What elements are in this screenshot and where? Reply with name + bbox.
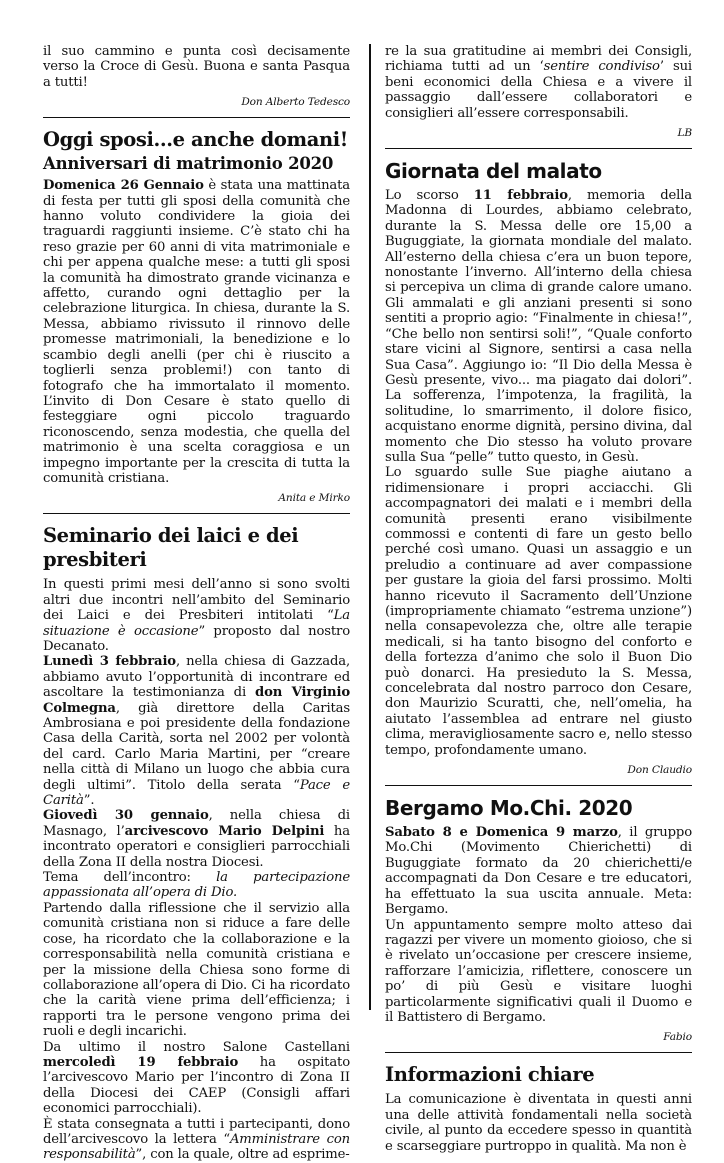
malato-signature: Don Claudio bbox=[627, 764, 692, 777]
seminario-paragraph-6: Da ultimo il nostro Salone Castellani mercoledì 19 febbraio ha ospitato l’arcivescovo Mario per l’incontro di Zona II della Diocesi dei CAEP (Consigli affari economici parrocchiali). bbox=[43, 1039, 350, 1117]
malato-title: Giornata del malato bbox=[385, 159, 602, 184]
sposi-title: Oggi sposi...e anche domani! bbox=[43, 128, 348, 152]
mochi-paragraph-2: Un appuntamento sempre molto atteso dai ragazzi per vivere un momento gioioso, che si è rivelato un’occasione per crescere insieme, rafforzare l’amicizia, riflettere, conoscere un po’ di più Gesù e visitare luoghi particolarmente significativi quali il Duomo e il Battistero di Bergamo. bbox=[385, 917, 692, 1025]
informazioni-paragraph: La comunicazione è diventata in questi anni una delle attività fondamentali nella società civile, al punto da eccedere spesso in quantità e scarseggiare purtroppo in qualità. Ma non è bbox=[385, 1092, 692, 1154]
seminario-paragraph-4: Tema dell’incontro: la partecipazione appassionata all’opera di Dio. bbox=[43, 870, 350, 901]
section-rule bbox=[385, 785, 692, 786]
section-rule bbox=[43, 117, 350, 118]
seminario-title: Seminario dei laici e dei presbiteri bbox=[43, 524, 299, 572]
seminario-paragraph-3: Giovedì 30 gennaio, nella chiesa di Masnago, l’arcivescovo Mario Delpini ha incontrato operatori e consiglieri parrocchiali della Zona II della nostra Diocesi. bbox=[43, 808, 350, 870]
malato-paragraph-1: Lo scorso 11 febbraio, memoria della Madonna di Lourdes, abbiamo celebrato, durante la S. Messa delle ore 15,00 a Buguggiate, la giornata mondiale del malato. All’esterno della chiesa c’era un buon tepore, nonostante l’inverno. All’interno della chiesa si percepiva un clima di grande calore umano. Gli ammalati e gli anziani presenti si sono sentiti a proprio agio: “Finalmente in chiesa!”, “Che bello non sentirsi soli!”, “Quale conforto stare vicini al Signore, sentirsi a casa nella Sua Casa”. Aggiungo io: “Il Dio della Messa è Gesù presente, vivo... ma piagato dai dolori”. La sofferenza, l’impotenza, la fragilità, la solitudine, lo smarrimento, il dolore fisico, acquistano enorme dignità, persino divina, dal momento che Dio stesso ha voluto provare sulla Sua “pelle” tutto questo, in Gesù. bbox=[385, 188, 692, 465]
seminario-signature: LB bbox=[677, 127, 692, 140]
section-rule bbox=[43, 513, 350, 514]
mochi-signature: Fabio bbox=[663, 1031, 692, 1044]
mochi-title: Bergamo Mo.Chi. 2020 bbox=[385, 796, 633, 821]
seminario-paragraph-2: Lunedì 3 febbraio, nella chiesa di Gazzada, abbiamo avuto l’opportunità di incontrare ed ascoltare la testimonianza di don Virginio Colmegna, già direttore della Caritas Ambrosiana e poi presidente della fondazione Casa della Carità, sorta nel 2002 per volontà del card. Carlo Maria Martini, per “creare nella città di Milano un luogo che abbia cura degli ultimi”. Titolo della serata “Pace e Carità”. bbox=[43, 654, 350, 809]
right-column bbox=[385, 44, 692, 1154]
seminario-paragraph-5: Partendo dalla riflessione che il servizio alla comunità cristiana non si riduce a fare delle cose, ha ricordato che la collaborazione e la corresponsabilità nella comunità cristiana e per la missione della Chiesa sono forme di collaborazione all’opera di Dio. Ci ha ricordato che la carità viene prima dell’efficienza; i rapporti tra le persone vengono prima dei ruoli e degli incarichi. bbox=[43, 900, 350, 1040]
sposi-signature: Anita e Mirko bbox=[278, 492, 350, 505]
mochi-paragraph-1: Sabato 8 e Domenica 9 marzo, il gruppo Mo.Chi (Movimento Chierichetti) di Buguggiate formato da 20 chierichetti/e accompagnati da Don Cesare e tre educatori, ha effettuato la sua uscita annuale. Meta: Bergamo. bbox=[385, 825, 692, 918]
seminario-continuation: re la sua gratitudine ai membri dei Consigli, richiama tutti ad un ‘sentire condiviso’ sui beni economici della Chiesa e a vivere il passaggio dall’essere collaboratori e consiglieri all’essere corresponsabili. bbox=[385, 44, 692, 121]
sposi-body: è stata una mattinata di festa per tutti gli sposi della comunità che hanno voluto condividere la gioia dei traguardi raggiunti insieme. C’è stato chi ha reso grazie per 60 anni di vita matrimoniale e chi per appena qualche mese: a tutti gli sposi la comunità ha dimostrato grande vicinanza e affetto, curando ogni dettaglio per la celebrazione liturgica. In chiesa, durante la S. Messa, abbiamo rivissuto il rinnovo delle promesse matrimoniali, la benedizione e lo scambio degli anelli (per chi è riuscito a toglierli senza problemi!) con tanto di fotografo che ha immortalato il momento. L’invito di Don Cesare è stato quello di festeggiare ogni piccolo traguardo riconoscendo, senza modestia, che quella del matrimonio è una scelta coraggiosa e un impegno importante per la crescita di tutta la comunità cristiana. bbox=[43, 178, 350, 486]
section-rule bbox=[385, 148, 692, 149]
section-rule bbox=[385, 1052, 692, 1053]
informazioni-title: Informazioni chiare bbox=[385, 1063, 595, 1087]
sposi-date: Domenica 26 Gennaio bbox=[43, 178, 204, 194]
sposi-paragraph bbox=[43, 178, 350, 486]
sposi-subtitle: Anniversari di matrimonio 2020 bbox=[43, 154, 334, 174]
seminario-paragraph-7: È stata consegnata a tutti i partecipanti, dono dell’arcivescovo la lettera “Amministrare con responsabilità”, con la quale, oltre ad esprime- bbox=[43, 1116, 350, 1163]
intro-paragraph: il suo cammino e punta così decisamente verso la Croce di Gesù. Buona e santa Pasqua a tutti! bbox=[43, 44, 350, 90]
malato-paragraph-2: Lo sguardo sulle Sue piaghe aiutano a ridimensionare i propri acciacchi. Gli accompagnatori dei malati e i membri della comunità presenti erano visibilmente commossi e contenti di fare un gesto bello perché così umano. Quasi un assaggio e un preludio a continuare ad aver compassione per gustare la gioia del farsi prossimo. Molti hanno ricevuto il Sacramento dell’Unzione (impropriamente chiamato “estrema unzione”) nella consapevolezza che, oltre alle terapie medicali, si ha tanto bisogno del conforto e della fortezza d’animo che solo il Buon Dio può donarci. Ha presieduto la S. Messa, concelebrata dal nostro parroco don Cesare, don Maurizio Scuratti, che, nell’omelia, ha aiutato l’assemblea ad entrare nel giusto clima, meravigliosamente sacro e, nello stesso tempo, profondamente umano. bbox=[385, 465, 692, 758]
left-column bbox=[43, 44, 350, 1163]
column-divider bbox=[369, 44, 371, 1010]
seminario-paragraph-1: In questi primi mesi dell’anno si sono svolti altri due incontri nell’ambito del Seminario dei Laici e dei Presbiteri intitolati “La situazione è occasione” proposto dal nostro Decanato. bbox=[43, 577, 350, 654]
intro-signature: Don Alberto Tedesco bbox=[241, 96, 350, 109]
